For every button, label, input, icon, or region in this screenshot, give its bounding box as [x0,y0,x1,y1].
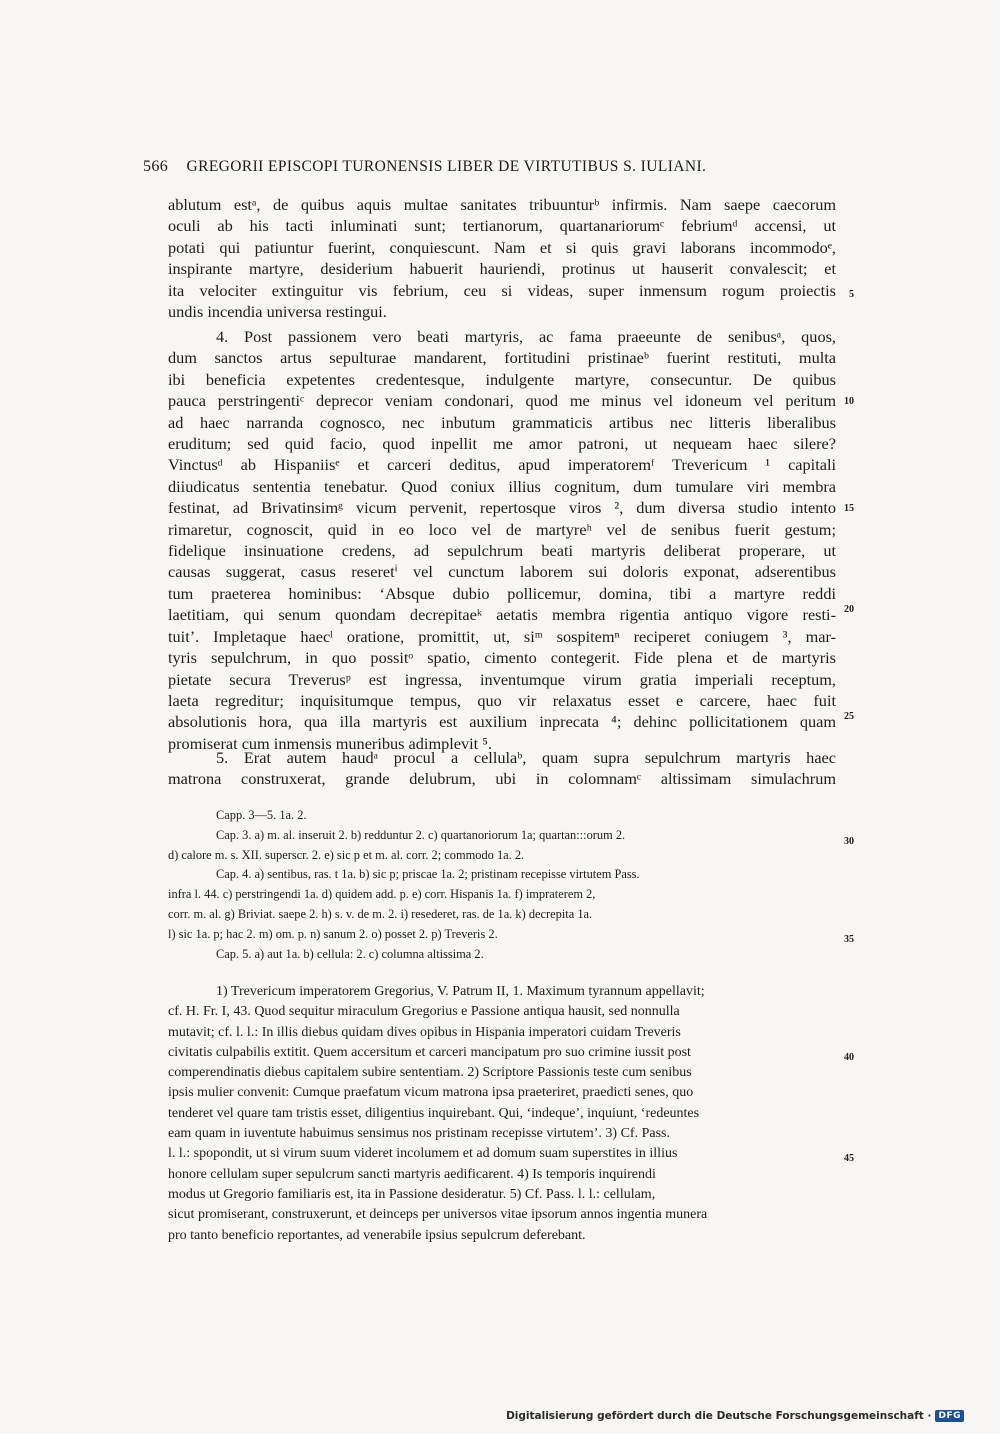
footnote-line: pro tanto beneficio reportantes, ad venerabile ipsius sepulcrum deferebant. [168,1227,586,1243]
line-number: 30 [844,836,854,847]
text-line: matrona construxerat, grande delubrum, ubi in colomnamᶜ altissimam simulachrum [168,769,836,789]
text-line: rimaretur, cognoscit, quid in eo loco vel de martyreʰ vel de senibus fuerit gestum; [168,519,836,539]
footnote-line: l. l.: spopondit, ut si virum suum videret incolumem et ad domum suam superstites in illius [168,1146,678,1162]
apparatus-line: d) calore m. s. XII. superscr. 2. e) sic p et m. al. corr. 2; commodo 1a. 2. [168,847,525,862]
text-line: ad haec narranda cognosco, nec inbutum grammaticis artibus nec litteris liberalibus [168,412,836,432]
line-number: 35 [844,934,854,945]
line-number: 10 [844,396,854,407]
text-line: tum praeterea hominibus: ‘Absque dubio pollicemur, domina, tibi a martyre reddi [168,583,836,603]
chapter-5-text [168,747,836,790]
footnotes [168,982,836,1246]
text-line: promiserat cum inmensis muneribus adimplevit ⁵. [168,733,493,753]
footer-text: Digitalisierung gefördert durch die Deutsche Forschungsgemeinschaft · [506,1410,932,1422]
chapter-4-text [168,326,836,754]
footnote-line: cf. H. Fr. I, 43. Quod sequitur miraculum Gregorius e Passione antiqua hausit, sed nonnulla [168,1004,680,1020]
main-text [168,194,836,322]
line-number: 20 [844,604,854,615]
text-line: 5. Erat autem haudᵃ procul a cellulaᵇ, quam supra sepulchrum martyris haec [216,748,836,767]
apparatus-line: Cap. 4. a) sentibus, ras. t 1a. b) sic p; priscae 1a. 2; pristinam recepisse virtutem Pass. [216,867,640,882]
apparatus-line: infra l. 44. c) perstringendi 1a. d) quidem add. p. e) corr. Hispanis 1a. f) impraterem 2, [168,887,596,902]
digitization-footer [506,1410,964,1422]
text-line: ita velociter extinguitur vis febrium, ceu si videas, super inmensum rogum proiectis [168,280,836,300]
text-line: absolutionis hora, qua illa martyris est auxilium inprecata ⁴; dehinc pollicitationem quam [168,712,836,732]
line-number: 40 [844,1052,854,1063]
apparatus-line: l) sic 1a. p; hac 2. m) om. p. n) sanum 2. o) posset 2. p) Treveris 2. [168,926,498,941]
critical-apparatus [168,806,840,964]
footnote-line: tenderet vel quare tam tristis esset, diligentius inquirebant. Qui, ‘indeque’, inquiunt, ‘redeuntes [168,1105,700,1121]
text-line: undis incendia universa restingui. [168,302,387,322]
text-line: Vinctusᵈ ab Hispaniisᵉ et carceri deditus, apud imperatoremᶠ Trevericum ¹ capitali [168,455,836,475]
text-line: ablutum estᵃ, de quibus aquis multae sanitates tribuunturᵇ infirmis. Nam saepe caecorum [168,195,836,214]
text-line: potati qui patiuntur fuerint, conquiescunt. Nam et si quis gravi laborans incommodoᵉ, [168,237,836,257]
running-header [143,158,843,176]
apparatus-line: corr. m. al. g) Briviat. saepe 2. h) s. v. de m. 2. i) resederet, ras. de 1a. k) decrepita 1a. [168,906,593,921]
text-line: diiudicatus sententia tenebatur. Quod coniux illius cognitum, dum tumulare viri membra [168,476,836,496]
footnote-line: modus ut Gregorio familiaris est, ita in Passione desideratur. 5) Cf. Pass. l. l.: cellulam, [168,1186,656,1202]
text-line: causas suggerat, casus reseretⁱ vel cunctum laborem sui doloris exponat, adserentibus [168,562,836,582]
dfg-logo: DFG [935,1410,964,1422]
text-line: fidelique insinuatione credens, ad sepulchrum beati martyris deliberat properare, ut [168,541,836,561]
text-line: 4. Post passionem vero beati martyris, ac fama praeeunte de senibusᵃ, quos, [216,327,836,346]
apparatus-line: Cap. 5. a) aut 1a. b) cellula: 2. c) columna altissima 2. [216,946,484,961]
text-line: pietate secura Treverusᵖ est ingressa, inventumque virum gratia imperiali receptum, [168,669,836,689]
text-line: pauca perstringentiᶜ deprecor veniam condonari, quod me minus vel idoneum vel peritum [168,391,836,411]
line-number: 15 [844,503,854,514]
text-line: dum sanctos artus sepulturae mandarent, fortitudini pristinaeᵇ fuerint restituti, multa [168,348,836,368]
footnote-line: comperendinatis diebus capitalem subire sententiam. 2) Scriptore Passionis teste cum senibus [168,1065,692,1081]
text-line: laeta regreditur; inquisitumque tempus, quo vir relaxatus esset e carcere, haec fuit [168,690,836,710]
line-number: 5 [849,289,854,300]
page-number: 566 [143,158,169,175]
apparatus-line: Capp. 3—5. 1a. 2. [216,808,307,822]
text-line: oculi ab his tacti inluminati sunt; tertianorum, quartanariorumᶜ febriumᵈ accensi, ut [168,216,836,236]
text-line: eruditum; sed quid facio, quod inpellit me amor patroni, ut nequeam haec silere? [168,434,836,454]
footnote-line: honore cellulam super sepulcrum sancti martyris aedificarent. 4) Is temporis inquirendi [168,1166,656,1182]
text-line: festinat, ad Brivatinsimᵍ vicum pervenit, repertosque viros ², dum diversa studio intento [168,498,836,518]
apparatus-line: Cap. 3. a) m. al. inseruit 2. b) redduntur 2. c) quartanoriorum 1a; quartan:::orum 2. [216,827,626,842]
text-line: laetitiam, qui senum quondam decrepitaeᵏ aetatis membra rigentia antiquo vigore resti- [168,605,836,625]
footnote-line: civitatis culpabilis extitit. Quem accersitum et carceri mancipatum pro suo crimine iussit post [168,1044,691,1060]
footnote-line: ipsis mulier convenit: Cumque praefatum vicum matrona ipsa praeteriret, praedicti senes, quo [168,1085,694,1101]
text-line: ibi beneficia expetentes credentesque, indulgente martyre, consecuntur. De quibus [168,369,836,389]
running-title: GREGORII EPISCOPI TURONENSIS LIBER DE VIRTUTIBUS S. IULIANI. [186,158,707,175]
footnote-line: mutavit; cf. l. l.: In illis diebus quidam dives opibus in Hispania imperatori cuidam Treveris [168,1024,681,1040]
line-number: 25 [844,711,854,722]
footnote-line: sicut promiserant, construxerunt, et deinceps per universos vitae ipsorum annos ingentia munera [168,1207,708,1223]
text-line: tyris sepulchrum, in quo possitᵒ spatio, cimento contegerit. Fide plena et de martyris [168,648,836,668]
footnote-line: eam quam in iuventute habuimus sensimus nos pristinam recepisse virtutem’. 3) Cf. Pass. [168,1126,670,1142]
footnote-line: 1) Trevericum imperatorem Gregorius, V. Patrum II, 1. Maximum tyrannum appellavit; [216,984,705,999]
text-line: tuit’. Impletaque haecˡ oratione, promittit, ut, siᵐ sospitemⁿ reciperet coniugem ³, mar- [168,626,836,646]
line-number: 45 [844,1153,854,1164]
text-line: inspirante martyre, desiderium habuerit hauriendi, protinus ut hauserit convalescit; et [168,259,836,279]
